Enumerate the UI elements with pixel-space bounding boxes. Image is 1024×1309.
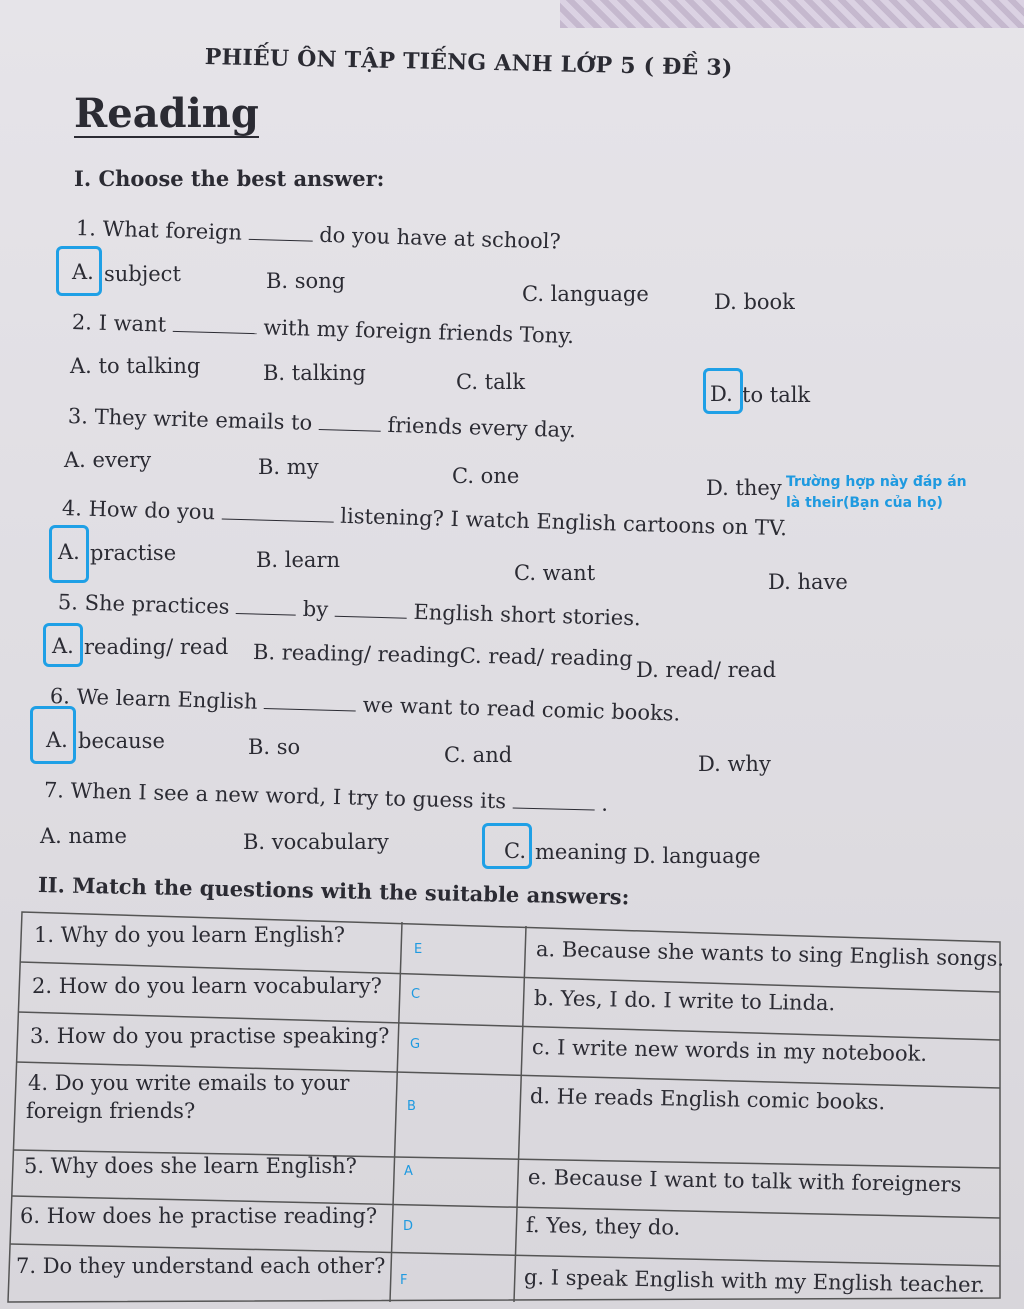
question-6 <box>50 684 681 725</box>
match-question-6: 6. How does he practise reading? <box>20 1204 378 1228</box>
q4-option-a: practise <box>90 541 177 565</box>
question-7-rest: . <box>601 791 609 816</box>
q1-option-d: D. book <box>714 290 795 314</box>
q6-option-a: because <box>78 729 165 753</box>
q7-option-b: B. vocabulary <box>243 830 389 854</box>
question-2-text: 2. I want <box>71 310 167 337</box>
question-2 <box>72 310 575 347</box>
answer-highlight <box>49 525 89 583</box>
q6-option-a-letter: A. <box>46 728 68 752</box>
answer-blank <box>319 411 382 432</box>
q3-option-a: A. every <box>64 448 152 472</box>
question-1 <box>76 216 561 253</box>
match-answer-c: c. I write new words in my notebook. <box>531 1035 928 1066</box>
question-3-rest: friends every day. <box>387 412 577 443</box>
match-answer-b: b. Yes, I do. I write to Linda. <box>533 986 836 1016</box>
q1-option-b: B. song <box>266 269 346 293</box>
q6-option-c: C. and <box>444 743 513 767</box>
section-2-heading: II. Match the questions with the suitable answers: <box>37 872 630 910</box>
match-key-4: B <box>407 1099 416 1114</box>
match-key-2: C <box>411 987 421 1002</box>
answer-blank <box>513 789 595 810</box>
answer-highlight <box>482 823 532 869</box>
q4-option-b: B. learn <box>256 548 341 572</box>
question-1-rest: do you have at school? <box>318 222 561 254</box>
q7-option-c: meaning <box>535 840 628 864</box>
question-7 <box>44 778 609 815</box>
q3-option-d: D. they <box>706 476 782 500</box>
reading-heading: Reading <box>74 90 259 137</box>
q2-option-a: A. to talking <box>70 354 201 378</box>
answer-highlight <box>703 368 743 414</box>
q2-option-c: C. talk <box>456 370 526 394</box>
answer-blank <box>248 221 313 242</box>
q2-option-d-letter: D. <box>710 382 733 406</box>
answer-highlight <box>43 623 83 667</box>
q6-option-d: D. why <box>698 752 771 776</box>
question-5 <box>58 590 641 629</box>
question-7-text: 7. When I see a new word, I try to guess its <box>43 778 507 814</box>
match-key-6: D <box>403 1219 414 1234</box>
question-4-rest: listening? I watch English cartoons on TV. <box>340 503 788 541</box>
q1-option-a-letter: A. <box>72 260 94 284</box>
match-key-5: A <box>404 1164 413 1179</box>
question-5-rest: English short stories. <box>413 599 642 631</box>
q7-option-a: A. name <box>40 824 127 848</box>
q3-option-b: B. my <box>258 455 319 479</box>
answer-highlight <box>56 246 102 296</box>
match-question-7: 7. Do they understand each other? <box>16 1254 386 1278</box>
q4-option-a-letter: A. <box>58 540 80 564</box>
match-answer-g: g. I speak English with my English teacher. <box>523 1265 986 1298</box>
match-answer-e: e. Because I want to talk with foreigners <box>527 1165 962 1197</box>
q7-option-c-letter: C. <box>504 839 526 863</box>
question-3 <box>68 404 577 441</box>
background-fabric <box>560 0 1024 28</box>
q2-option-d: to talk <box>742 383 811 407</box>
q5-option-b-c: B. reading/ readingC. read/ reading <box>252 640 633 671</box>
question-4 <box>62 496 788 539</box>
q7-option-d: D. language <box>633 844 761 868</box>
q1-option-a: subject <box>104 262 181 286</box>
match-question-1: 1. Why do you learn English? <box>34 923 346 947</box>
match-answer-f: f. Yes, they do. <box>525 1213 681 1240</box>
q6-option-b: B. so <box>248 735 301 759</box>
match-question-2: 2. How do you learn vocabulary? <box>32 974 382 998</box>
match-question-4-cont: foreign friends? <box>26 1099 196 1123</box>
match-key-1: E <box>414 942 423 957</box>
question-5-mid: by <box>302 596 329 622</box>
answer-blank <box>264 690 356 712</box>
answer-blank <box>173 313 257 334</box>
question-3-text: 3. They write emails to <box>67 404 313 435</box>
q2-option-b: B. talking <box>263 361 366 385</box>
question-5-text: 5. She practices <box>57 590 230 619</box>
match-question-4: 4. Do you write emails to your <box>28 1071 350 1095</box>
match-key-3: G <box>410 1037 421 1052</box>
q5-option-a: reading/ read <box>84 635 229 659</box>
answer-blank <box>236 595 297 616</box>
teacher-note: Trường hợp này đáp án là their(Bạn của họ) <box>786 474 967 511</box>
answer-blank <box>222 500 334 522</box>
q3-option-c: C. one <box>452 464 520 488</box>
question-6-text: 6. We learn English <box>49 684 258 714</box>
match-answer-a: a. Because she wants to sing English songs. <box>535 937 1005 971</box>
q5-option-a-letter: A. <box>52 634 74 658</box>
question-4-text: 4. How do you <box>61 496 216 525</box>
worksheet-title: PHIẾU ÔN TẬP TIẾNG ANH LỚP 5 ( ĐỀ 3) <box>204 44 733 82</box>
section-1-heading: I. Choose the best answer: <box>74 166 385 191</box>
q1-option-c: C. language <box>522 282 649 306</box>
match-answer-d: d. He reads English comic books. <box>529 1084 886 1115</box>
question-1-text: 1. What foreign <box>75 216 243 245</box>
q4-option-d: D. have <box>768 570 848 594</box>
q4-option-c: C. want <box>514 561 596 585</box>
match-question-3: 3. How do you practise speaking? <box>30 1024 390 1048</box>
q5-option-d: D. read/ read <box>636 658 777 682</box>
match-question-5: 5. Why does she learn English? <box>24 1154 357 1178</box>
answer-highlight <box>30 706 76 764</box>
question-6-rest: we want to read comic books. <box>362 692 681 726</box>
question-2-rest: with my foreign friends Tony. <box>263 315 575 349</box>
answer-blank <box>335 598 408 619</box>
match-key-7: F <box>400 1273 408 1288</box>
